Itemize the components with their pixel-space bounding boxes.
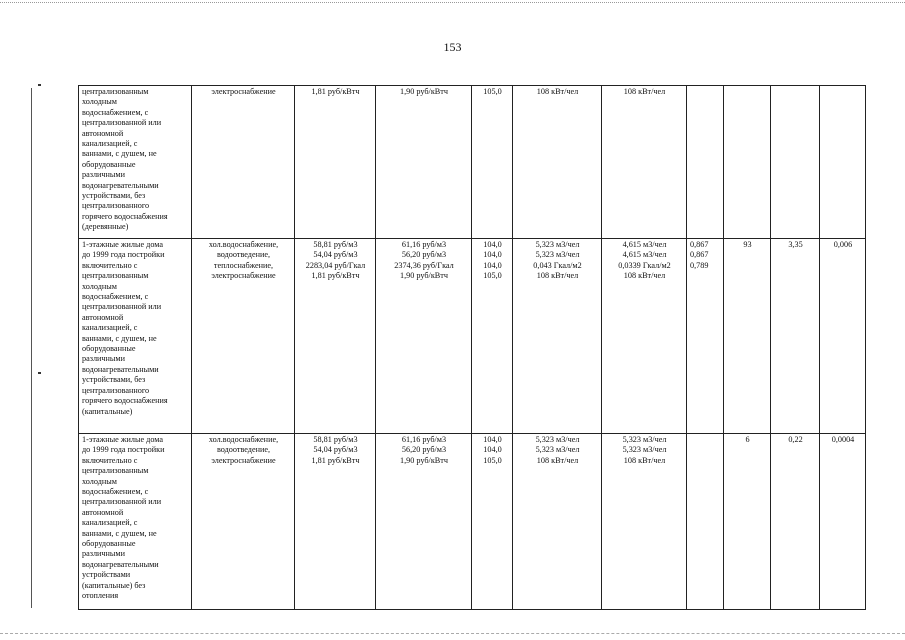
cell-line: горячего водоснабжения bbox=[82, 396, 168, 406]
tariff-current-cell bbox=[295, 434, 376, 610]
cell-line: водонагревательными bbox=[82, 364, 159, 374]
cell-line: 108 кВт/чел bbox=[536, 455, 579, 465]
coefficient-cell bbox=[687, 86, 724, 239]
cell-line: 108 кВт/чел bbox=[623, 455, 666, 465]
cell-line: 1,81 руб/кВтч bbox=[311, 87, 360, 96]
cell-line: электроснабжение bbox=[211, 271, 276, 281]
cell-line: (капитальные) bbox=[82, 406, 133, 416]
cell-line: 108 кВт/чел bbox=[536, 87, 579, 96]
cell-line: 0,789 bbox=[690, 260, 709, 270]
cell-line: 4,615 м3/чел bbox=[622, 250, 667, 260]
cell-line: водоснабжением, с bbox=[82, 107, 149, 117]
cell-line: отопления bbox=[82, 591, 119, 601]
value-c-cell bbox=[820, 434, 866, 610]
cell-line: 1,90 руб/кВтч bbox=[400, 271, 448, 281]
cell-value: 6 bbox=[745, 435, 750, 444]
cell-line: централизованного bbox=[82, 201, 150, 211]
norm-current-cell bbox=[513, 434, 602, 610]
cell-line: 56,20 руб/м3 bbox=[401, 445, 447, 455]
value-a-cell bbox=[724, 86, 771, 239]
cell-value: 93 bbox=[743, 240, 752, 249]
cell-line: 4,615 м3/чел bbox=[622, 240, 667, 249]
cell-line: централизованной или bbox=[82, 118, 162, 128]
cell-line: автономной bbox=[82, 507, 124, 517]
cell-line: 104,0 bbox=[483, 445, 502, 455]
table-row bbox=[79, 239, 866, 434]
cell-line: ваннами, с душем, не bbox=[82, 149, 157, 159]
cell-line: водоснабжением, с bbox=[82, 487, 149, 497]
cell-line: централизованным bbox=[82, 87, 149, 96]
cell-line: автономной bbox=[82, 312, 124, 322]
cell-line: централизованной или bbox=[82, 302, 162, 312]
cell-line: 0,043 Гкал/м2 bbox=[533, 260, 582, 270]
cell-line: водонагревательными bbox=[82, 180, 159, 190]
services-cell bbox=[192, 434, 295, 610]
cell-line: холодным bbox=[82, 476, 117, 486]
cell-line: ваннами, с душем, не bbox=[82, 333, 157, 343]
category-cell bbox=[79, 239, 192, 434]
cell-line: 61,16 руб/м3 bbox=[401, 240, 447, 249]
cell-line: (деревянные) bbox=[82, 222, 129, 232]
table-row bbox=[79, 86, 866, 239]
cell-line: 105,0 bbox=[483, 87, 502, 96]
margin-mark bbox=[38, 84, 41, 86]
cell-line: до 1999 года постройки bbox=[82, 250, 165, 260]
cell-line: горячего водоснабжения bbox=[82, 211, 168, 221]
cell-line: 54,04 руб/м3 bbox=[313, 445, 358, 455]
cell-line: 0,0339 Гкал/м2 bbox=[618, 260, 671, 270]
cell-line: ваннами, с душем, не bbox=[82, 528, 157, 538]
cell-line: 61,16 руб/м3 bbox=[401, 435, 447, 444]
norm-new-cell bbox=[602, 86, 687, 239]
cell-line: 108 кВт/чел bbox=[536, 271, 579, 281]
cell-line: различными bbox=[82, 354, 125, 364]
cell-line: 5,323 м3/чел bbox=[622, 445, 667, 455]
cell-line: 104,0 bbox=[483, 260, 502, 270]
index-cell bbox=[472, 239, 513, 434]
cell-line: централизованным bbox=[82, 271, 149, 281]
tariff-new-cell bbox=[376, 434, 472, 610]
cell-line: централизованного bbox=[82, 385, 150, 395]
table-body bbox=[79, 86, 866, 610]
cell-line: холодным bbox=[82, 97, 117, 107]
tariff-new-cell bbox=[376, 239, 472, 434]
category-cell bbox=[79, 86, 192, 239]
cell-line: 56,20 руб/м3 bbox=[401, 250, 447, 260]
cell-line: водоснабжением, с bbox=[82, 292, 149, 302]
value-b-cell bbox=[771, 434, 820, 610]
cell-line: 1,81 руб/кВтч bbox=[311, 455, 360, 465]
value-a-cell bbox=[724, 239, 771, 434]
cell-line: водоотведение, bbox=[216, 445, 271, 455]
cell-line: 105,0 bbox=[483, 455, 502, 465]
tariff-new-cell bbox=[376, 86, 472, 239]
cell-line: 5,323 м3/чел bbox=[535, 445, 580, 455]
cell-line: электроснабжение bbox=[211, 87, 276, 96]
page-number: 153 bbox=[443, 40, 462, 54]
cell-value: 0,22 bbox=[788, 435, 803, 444]
cell-line: оборудованные bbox=[82, 344, 136, 354]
cell-line: 1,90 руб/кВтч bbox=[400, 87, 448, 96]
cell-line: оборудованные bbox=[82, 159, 136, 169]
cell-line: устройствами, без bbox=[82, 191, 146, 201]
value-c-cell bbox=[820, 86, 866, 239]
tariff-current-cell bbox=[295, 86, 376, 239]
services-cell bbox=[192, 239, 295, 434]
norm-new-cell bbox=[602, 434, 687, 610]
cell-line: 5,323 м3/чел bbox=[535, 250, 580, 260]
index-cell bbox=[472, 434, 513, 610]
norm-new-cell bbox=[602, 239, 687, 434]
cell-line: автономной bbox=[82, 128, 124, 138]
scan-bottom-edge bbox=[0, 633, 905, 634]
cell-line: канализацией, с bbox=[82, 518, 138, 528]
cell-line: 1-этажные жилые дома bbox=[82, 240, 164, 249]
cell-line: водоотведение, bbox=[216, 250, 271, 260]
cell-line: 104,0 bbox=[483, 240, 502, 249]
cell-line: 104,0 bbox=[483, 435, 502, 444]
cell-line: 1,90 руб/кВтч bbox=[400, 455, 448, 465]
cell-line: 5,323 м3/чел bbox=[535, 240, 580, 249]
cell-line: устройствами bbox=[82, 570, 131, 580]
cell-line: электроснабжение bbox=[211, 455, 276, 465]
cell-line: централизованным bbox=[82, 466, 149, 476]
scan-top-edge bbox=[0, 2, 905, 3]
margin-mark bbox=[38, 372, 41, 374]
cell-line: хол.водоснабжение, bbox=[208, 240, 279, 249]
coefficient-cell bbox=[687, 434, 724, 610]
cell-line: 2283,04 руб/Гкал bbox=[305, 260, 366, 270]
cell-line: канализацией, с bbox=[82, 139, 138, 149]
cell-line: канализацией, с bbox=[82, 323, 138, 333]
tariff-current-cell bbox=[295, 239, 376, 434]
cell-line: включительно с bbox=[82, 260, 138, 270]
cell-value: 0,006 bbox=[833, 240, 853, 249]
cell-line: 54,04 руб/м3 bbox=[313, 250, 358, 260]
cell-line: теплоснабжение, bbox=[213, 260, 274, 270]
cell-line: (капитальные) без bbox=[82, 580, 146, 590]
cell-line: различными bbox=[82, 170, 125, 180]
cell-value: 3,35 bbox=[788, 240, 803, 249]
category-cell bbox=[79, 434, 192, 610]
cell-line: до 1999 года постройки bbox=[82, 445, 165, 455]
cell-line: хол.водоснабжение, bbox=[208, 435, 279, 444]
table-row bbox=[79, 434, 866, 610]
norm-current-cell bbox=[513, 239, 602, 434]
norm-current-cell bbox=[513, 86, 602, 239]
cell-line: 5,323 м3/чел bbox=[535, 435, 580, 444]
cell-line: водонагревательными bbox=[82, 559, 159, 569]
cell-line: 104,0 bbox=[483, 250, 502, 260]
cell-line: 108 кВт/чел bbox=[623, 87, 666, 96]
cell-line: 0,867 bbox=[690, 240, 709, 249]
value-c-cell bbox=[820, 239, 866, 434]
left-margin-line bbox=[31, 88, 32, 608]
coefficient-cell bbox=[687, 239, 724, 434]
cell-line: различными bbox=[82, 549, 125, 559]
services-cell bbox=[192, 86, 295, 239]
cell-line: 58,81 руб/м3 bbox=[313, 435, 358, 444]
cell-line: 58,81 руб/м3 bbox=[313, 240, 358, 249]
cell-line: устройствами, без bbox=[82, 375, 146, 385]
cell-line: 5,323 м3/чел bbox=[622, 435, 667, 444]
cell-line: холодным bbox=[82, 281, 117, 291]
value-a-cell bbox=[724, 434, 771, 610]
cell-line: 2374,36 руб/Гкал bbox=[394, 260, 454, 270]
value-b-cell bbox=[771, 86, 820, 239]
cell-line: включительно с bbox=[82, 455, 138, 465]
index-cell bbox=[472, 86, 513, 239]
cell-line: 1,81 руб/кВтч bbox=[311, 271, 360, 281]
cell-line: 108 кВт/чел bbox=[623, 271, 666, 281]
cell-line: централизованной или bbox=[82, 497, 162, 507]
cell-value: 0,0004 bbox=[831, 435, 855, 444]
tariff-table bbox=[78, 85, 866, 610]
cell-line: 0,867 bbox=[690, 250, 709, 260]
cell-line: оборудованные bbox=[82, 539, 136, 549]
cell-line: 105,0 bbox=[483, 271, 502, 281]
value-b-cell bbox=[771, 239, 820, 434]
cell-line: 1-этажные жилые дома bbox=[82, 435, 164, 444]
